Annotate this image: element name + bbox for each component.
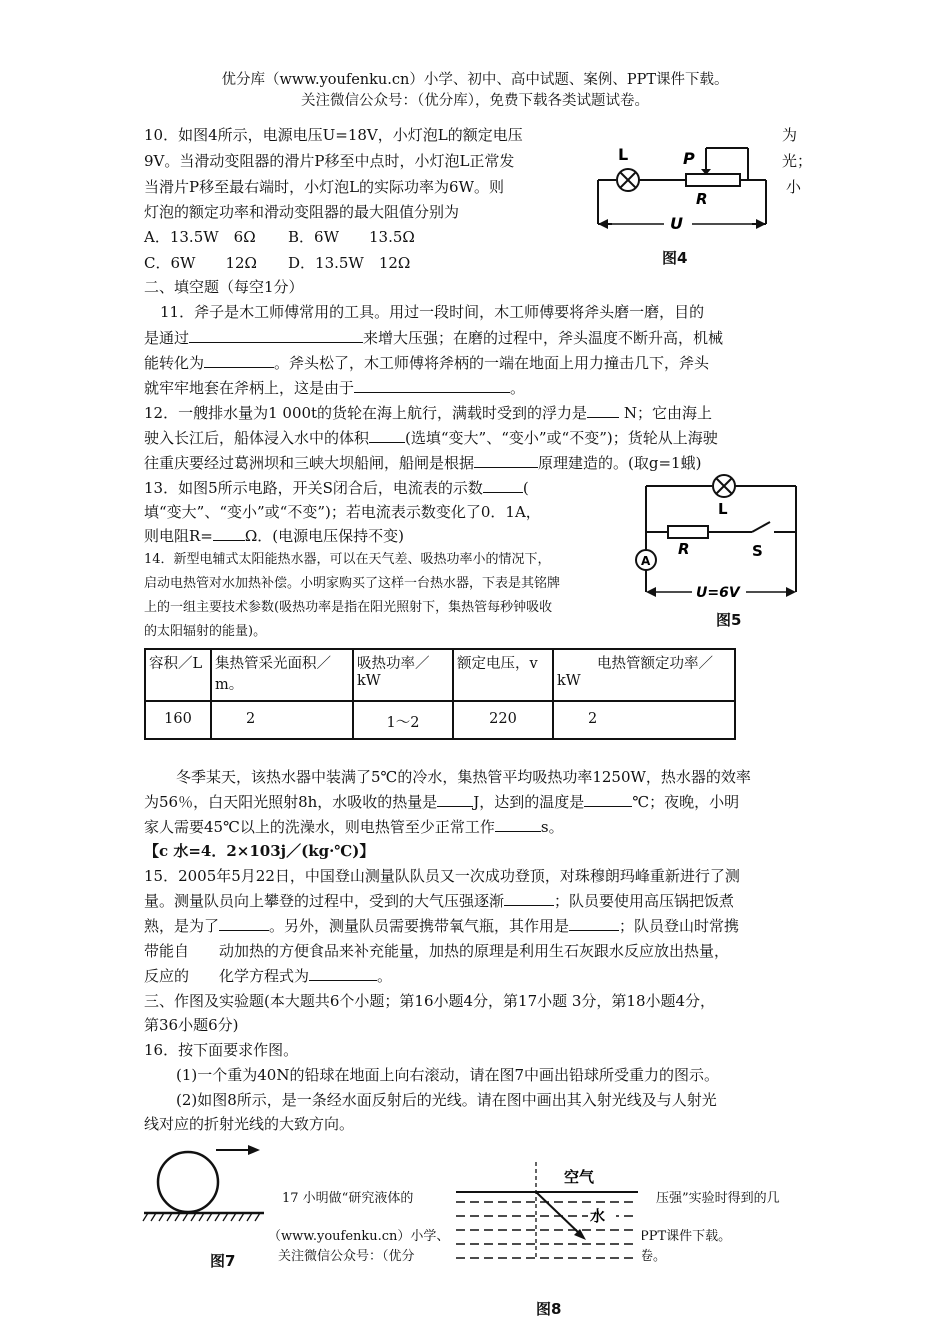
q14b-line-3 bbox=[144, 816, 564, 838]
q16-line-3: (2)如图8所示，是一条经水面反射后的光线。请在图中画出其入射光线及与人射光 bbox=[176, 1091, 717, 1109]
figure-7-drawing bbox=[140, 1140, 270, 1230]
q10-line-3-end: 小 bbox=[786, 178, 802, 196]
footer-line-2a: 关注微信公众号：（优分 bbox=[278, 1249, 415, 1264]
q15-line-1: 15．2005年5月22日，中国登山测量队队员又一次成功登顶，对珠穆朗玛峰重新进行了测 bbox=[144, 867, 740, 885]
q16-line-1: 16．按下面要求作图。 bbox=[144, 1041, 299, 1059]
q17-text-a: 17 小明做“研究液体的 bbox=[282, 1191, 414, 1206]
q10-option-a: A．13.5W 6Ω bbox=[144, 228, 256, 246]
q15-line-3 bbox=[144, 915, 739, 937]
table-header-row bbox=[145, 649, 735, 701]
fig5-ammeter-label: A bbox=[641, 554, 651, 568]
fig4-slider-label: P bbox=[683, 149, 695, 168]
q10-option-b: B．6W 13.5Ω bbox=[288, 228, 415, 246]
q14-line-4: 的太阳辐射的能量)。 bbox=[144, 624, 267, 639]
q15-blank-3[interactable] bbox=[569, 916, 619, 931]
q13-line-3 bbox=[144, 525, 404, 547]
q15-blank-4[interactable] bbox=[309, 966, 377, 981]
figure-8-caption: 图8 bbox=[536, 1300, 562, 1318]
q16-line-2: (1)一个重为40N的铅球在地面上向右滚动，请在图7中画出铅球所受重力的图示。 bbox=[176, 1066, 720, 1084]
q12-text-c: 驶入长江后，船体浸入水中的体积 bbox=[144, 429, 370, 447]
section-2-title: 二、填空题（每空1分） bbox=[144, 278, 304, 296]
q13-text-b: ( bbox=[522, 479, 529, 497]
q12-line-1 bbox=[144, 402, 712, 424]
q14b-blank-3[interactable] bbox=[495, 817, 541, 832]
cell-capacity: 160 bbox=[145, 701, 211, 739]
figure-4-circuit bbox=[588, 138, 778, 238]
cell-collector-area: 2 bbox=[211, 701, 353, 739]
header-line-2: 关注微信公众号：（优分库），免费下载各类试题试卷。 bbox=[301, 93, 649, 109]
fig8-water-label: 水 bbox=[590, 1207, 606, 1225]
footer-line-1b: PPT课件下载。 bbox=[640, 1229, 732, 1244]
table-row bbox=[145, 701, 735, 739]
q14-line-1: 14．新型电辅式太阳能热水器，可以在天气差、吸热功率小的情况下， bbox=[144, 552, 551, 567]
q13-text-a: 13．如图5所示电路，开关S闭合后，电流表的示数 bbox=[144, 479, 483, 497]
cell-heater-power: 2 bbox=[553, 701, 735, 739]
q14b-blank-1[interactable] bbox=[437, 792, 473, 807]
q13-blank-2[interactable] bbox=[213, 526, 245, 541]
q15-text-c: 熟，是为了 bbox=[144, 917, 220, 935]
q10-option-d: D．13.5W 12Ω bbox=[288, 254, 411, 272]
figure-7-caption: 图7 bbox=[210, 1252, 236, 1270]
q13-line-2: 填“变大”、“变小”或“不变”)；若电流表示数变化了0．1A， bbox=[144, 503, 541, 521]
fig5-resistor-label: R bbox=[678, 540, 690, 558]
q15-blank-2[interactable] bbox=[219, 916, 269, 931]
q11-line-3 bbox=[144, 352, 709, 374]
q10-line-1: 10．如图4所示，电源电压U=18V，小灯泡L的额定电压 bbox=[144, 126, 523, 144]
q14b-text-b: J，达到的温度是 bbox=[473, 793, 585, 811]
q12-line-2 bbox=[144, 427, 718, 449]
q15-text-d: 。另外，测量队员需要携带氧气瓶，其作用是 bbox=[269, 917, 570, 935]
q11-blank-1[interactable] bbox=[189, 328, 363, 343]
fig5-voltage-label: U=6V bbox=[696, 585, 740, 601]
q14b-constant: 【c 水=4．2×103j／(kg·℃)】 bbox=[144, 842, 375, 860]
fig4-lamp-label: L bbox=[618, 145, 629, 164]
q14b-line-2 bbox=[144, 791, 739, 813]
q10-line-2-end: 光； bbox=[782, 152, 813, 170]
q12-line-3 bbox=[144, 452, 701, 474]
q12-text-b: N；它由海上 bbox=[623, 404, 712, 422]
cell-rated-voltage: 220 bbox=[453, 701, 553, 739]
q14b-text-d: 家人需要45℃以上的洗澡水，则电热管至少正常工作 bbox=[144, 818, 495, 836]
fig8-air-label: 空气 bbox=[564, 1168, 595, 1186]
q11-text-c: 能转化为 bbox=[144, 354, 205, 372]
q10-line-4: 灯泡的额定功率和滑动变阻器的最大阻值分别为 bbox=[144, 203, 460, 221]
q15-text-a: 量。测量队员向上攀登的过程中，受到的大气压强逐渐 bbox=[144, 892, 505, 910]
q11-line-2 bbox=[144, 327, 723, 349]
q11-text-f: 。 bbox=[510, 379, 526, 397]
q15-text-b: ；队员要使用高压锅把饭煮 bbox=[554, 892, 735, 910]
q10-line-3: 当滑片P移至最右端时，小灯泡L的实际功率为6W。则 bbox=[144, 178, 505, 196]
q16-line-4: 线对应的折射光线的大致方向。 bbox=[144, 1115, 355, 1133]
q11-blank-3[interactable] bbox=[354, 378, 510, 393]
q15-line-4: 带能自 动加热的方便食品来补充能量，加热的原理是利用生石灰跟水反应放出热量， bbox=[144, 942, 730, 960]
section-3-line-1: 三、作图及实验题(本大题共6个小题；第16小题4分，第17小题 3分，第18小题4分， bbox=[144, 992, 716, 1010]
figure-8-drawing bbox=[452, 1158, 642, 1270]
q15-text-f: 反应的 化学方程式为 bbox=[144, 967, 310, 985]
q15-blank-1[interactable] bbox=[504, 891, 554, 906]
q10-line-1-end: 为 bbox=[782, 126, 798, 144]
q13-blank-1[interactable] bbox=[483, 478, 523, 493]
q13-text-c: 则电阻R= bbox=[144, 527, 213, 545]
fig4-voltage-label: U bbox=[670, 214, 683, 233]
q15-text-g: 。 bbox=[377, 967, 393, 985]
q11-text-d: 。斧头松了，木工师傅将斧柄的一端在地面上用力撞击几下，斧头 bbox=[274, 354, 710, 372]
q11-text-b: 来增大压强；在磨的过程中，斧头温度不断升高，机械 bbox=[363, 329, 724, 347]
header-collector-area: 集热管采光面积／ m。 bbox=[211, 649, 353, 701]
cell-absorb-power: 1～2 bbox=[353, 701, 453, 739]
q12-text-d: (选填“变大”、“变小”或“不变”)；货轮从上海驶 bbox=[405, 429, 718, 447]
figure-4-caption: 图4 bbox=[662, 249, 688, 267]
q12-blank-2[interactable] bbox=[369, 428, 405, 443]
q11-blank-2[interactable] bbox=[204, 353, 274, 368]
figure-5-circuit bbox=[628, 472, 808, 602]
q17-text-b: 压强”实验时得到的几 bbox=[656, 1191, 780, 1206]
q14b-text-a: 为56％，白天阳光照射8h，水吸收的热量是 bbox=[144, 793, 438, 811]
q15-text-e: ；队员登山时常携 bbox=[619, 917, 740, 935]
q14b-text-c: ℃；夜晚，小明 bbox=[632, 793, 740, 811]
q12-text-f: 原理建造的。(取g=1蛾) bbox=[538, 454, 702, 472]
q11-line-1: 11．斧子是木工师傅常用的工具。用过一段时间，木工师傅要将斧头磨一磨，目的 bbox=[160, 303, 705, 321]
q10-line-2: 9V。当滑动变阻器的滑片P移至中点时，小灯泡L正常发 bbox=[144, 152, 515, 170]
header-heater-power: 电热管额定功率／ kW bbox=[553, 649, 735, 701]
header-rated-voltage: 额定电压，v bbox=[453, 649, 553, 701]
section-3-line-2: 第36小题6分) bbox=[144, 1016, 239, 1034]
fig4-resistor-label: R bbox=[696, 190, 708, 208]
fig5-lamp-label: L bbox=[718, 500, 728, 518]
fig5-switch-label: S bbox=[752, 542, 763, 560]
q14b-text-e: s。 bbox=[540, 818, 564, 836]
q13-line-1 bbox=[144, 477, 529, 499]
header-line-1: 优分库（www.youfenku.cn）小学、初中、高中试题、案例、PPT课件下载。 bbox=[221, 72, 729, 88]
q14b-line-1: 冬季某天，该热水器中装满了5℃的冷水，集热管平均吸热功率1250W，热水器的效率 bbox=[176, 768, 751, 786]
q14-line-2: 启动电热管对水加热补偿。小明家购买了这样一台热水器，下表是其铭牌 bbox=[144, 576, 561, 591]
q10-option-c: C．6W 12Ω bbox=[144, 254, 257, 272]
header-absorb-power: 吸热功率／ kW bbox=[353, 649, 453, 701]
footer-line-1a: （www.youfenku.cn）小学、 bbox=[268, 1229, 450, 1244]
q15-line-2 bbox=[144, 890, 734, 912]
q12-blank-3[interactable] bbox=[474, 453, 538, 468]
footer-line-2b: 卷。 bbox=[640, 1249, 667, 1264]
spec-table bbox=[144, 648, 736, 740]
figure-5-caption: 图5 bbox=[716, 611, 742, 629]
q11-text-a: 是通过 bbox=[144, 329, 190, 347]
q11-text-e: 就牢牢地套在斧柄上，这是由于 bbox=[144, 379, 355, 397]
q15-line-5 bbox=[144, 965, 392, 987]
q13-text-d: Ω．(电源电压保持不变) bbox=[244, 527, 405, 545]
q14-line-3: 上的一组主要技术参数(吸热功率是指在阳光照射下，集热管每秒钟吸收 bbox=[144, 600, 553, 615]
q12-text-a: 12．一艘排水量为1 000t的货轮在海上航行，满载时受到的浮力是 bbox=[144, 404, 588, 422]
q14b-blank-2[interactable] bbox=[584, 792, 632, 807]
q12-text-e: 往重庆要经过葛洲坝和三峡大坝船闸，船闸是根据 bbox=[144, 454, 475, 472]
q11-line-4 bbox=[144, 377, 525, 399]
header-capacity: 容积／L bbox=[145, 649, 211, 701]
q12-blank-1[interactable] bbox=[587, 403, 619, 418]
